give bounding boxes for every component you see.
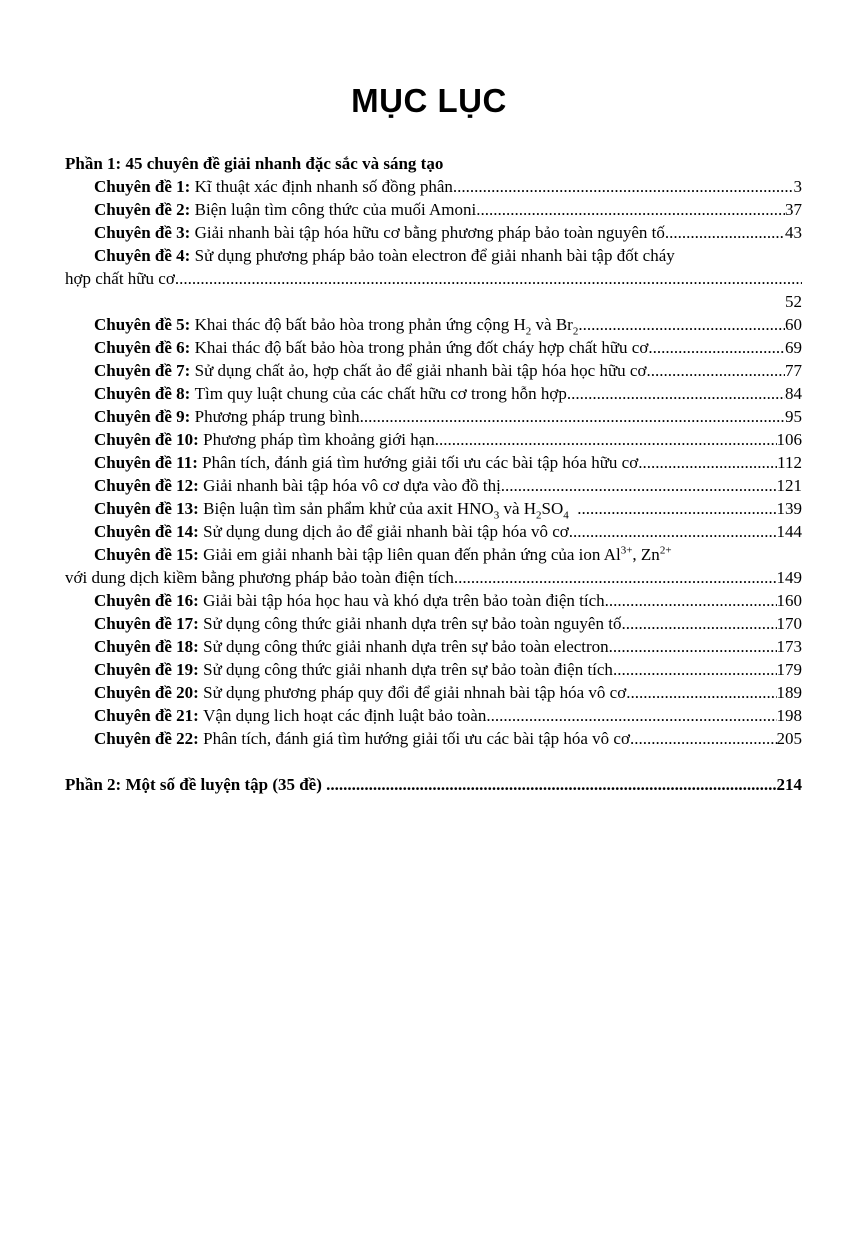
toc-entry-text: Phương pháp trung bình — [194, 407, 360, 426]
toc-entry-text: Giải nhanh bài tập hóa hữu cơ bằng phương pháp bảo toàn nguyên tố — [194, 223, 665, 242]
toc-entry-text: Phương pháp tìm khoảng giới hạn — [203, 430, 435, 449]
toc-entry-label: Chuyên đề 2: — [94, 200, 191, 219]
toc-entry-page: 37 — [785, 200, 802, 219]
toc-entry-label: Chuyên đề 7: — [94, 361, 191, 380]
dot-leader — [605, 589, 777, 612]
toc-entry-page: 121 — [776, 476, 802, 495]
toc-entry-page: 84 — [785, 384, 802, 403]
dot-leader — [486, 704, 776, 727]
dot-leader — [613, 658, 777, 681]
toc-entry-page: 198 — [776, 706, 802, 725]
section-spacer — [65, 750, 802, 773]
dot-leader — [577, 497, 776, 520]
toc-entry-text-continued: với dung dịch kiềm bằng phương pháp bảo toàn điện tích — [65, 568, 454, 587]
toc-entry-text: Vận dụng lich hoạt các định luật bảo toàn — [203, 706, 487, 725]
toc-entry-text: Sử dụng chất ảo, hợp chất ảo để giải nhanh bài tập hóa học hữu cơ — [194, 361, 647, 380]
dot-leader — [665, 221, 785, 244]
toc-entry-10[interactable] — [65, 428, 802, 451]
toc-entry-4-page-line — [65, 290, 802, 313]
toc-entry-text: Biện luận tìm sản phẩm khử của axit $HNO_3$ và $H_2SO_4$ — [203, 499, 569, 522]
toc-entry-page: 170 — [776, 614, 802, 633]
dot-leader — [569, 520, 777, 543]
toc-entry-page: 112 — [777, 453, 802, 472]
toc-entry-1[interactable] — [65, 175, 802, 198]
toc-entry-page: 139 — [776, 499, 802, 518]
toc-entry-text: Sử dụng công thức giải nhanh dựa trên sự bảo toàn electron — [203, 637, 609, 656]
toc-entry-6[interactable] — [65, 336, 802, 359]
toc-entry-text: Sử dụng dung dịch ảo để giải nhanh bài tập hóa vô cơ — [203, 522, 569, 541]
toc-entry-page: 189 — [776, 683, 802, 702]
part1-heading: Phần 1: 45 chuyên đề giải nhanh đặc sắc và sáng tạo — [65, 154, 444, 173]
toc-entry-page: 160 — [776, 591, 802, 610]
toc-entry-text: Giải bài tập hóa học hau và khó dựa trên bảo toàn điện tích — [203, 591, 605, 610]
toc-entry-17[interactable] — [65, 612, 802, 635]
dot-leader — [322, 773, 777, 796]
dot-leader — [578, 313, 785, 336]
toc-entry-page: 69 — [785, 338, 802, 357]
toc-entry-page: 179 — [776, 660, 802, 679]
toc-entry-label: Chuyên đề 8: — [94, 384, 191, 403]
toc-entry-label: Chuyên đề 19: — [94, 660, 199, 679]
toc-entry-page: 43 — [785, 223, 802, 242]
toc-entry-text: Biện luận tìm công thức của muối Amoni — [194, 200, 477, 219]
part2-heading: Phần 2: Một số đề luyện tập (35 đề) — [65, 775, 322, 794]
dot-leader — [648, 336, 785, 359]
toc-entry-page: 173 — [776, 637, 802, 656]
toc-entry-text: Giải em giải nhanh bài tập liên quan đến phản ứng của ion $Al^{3+}$, $Zn^{2+}$ — [203, 544, 672, 564]
toc-entry-9[interactable] — [65, 405, 802, 428]
toc-entry-text: Sử dụng công thức giải nhanh dựa trên sự bảo toàn điện tích — [203, 660, 613, 679]
toc-entry-label: Chuyên đề 22: — [94, 729, 199, 748]
toc-entry-7[interactable] — [65, 359, 802, 382]
toc-entry-page: 205 — [776, 729, 802, 748]
toc-entry-label: Chuyên đề 6: — [94, 338, 191, 357]
dot-leader — [175, 267, 802, 290]
toc-entry-page: 52 — [785, 292, 802, 311]
toc-entry-21[interactable] — [65, 704, 802, 727]
toc-entry-13[interactable] — [65, 497, 802, 520]
dot-leader — [630, 727, 777, 750]
toc-entry-text: Tìm quy luật chung của các chất hữu cơ trong hỗn hợp — [194, 384, 567, 403]
dot-leader — [567, 382, 785, 405]
toc-entry-page: 149 — [776, 568, 802, 587]
dot-leader — [501, 474, 777, 497]
toc-entry-label: Chuyên đề 4: — [94, 246, 191, 265]
toc-entry-14[interactable] — [65, 520, 802, 543]
dot-leader — [454, 566, 777, 589]
toc-entry-label: Chuyên đề 16: — [94, 591, 199, 610]
part2-entry[interactable] — [65, 773, 802, 796]
part2-page: 214 — [776, 775, 802, 794]
dot-leader — [360, 405, 785, 428]
dot-leader — [638, 451, 777, 474]
dot-leader — [621, 612, 776, 635]
toc-entry-label: Chuyên đề 18: — [94, 637, 199, 656]
toc-entry-text: Sử dụng phương pháp quy đổi để giải nhnah bài tập hóa vô cơ — [203, 683, 627, 702]
toc-entry-text: Sử dụng phương pháp bảo toàn electron để giải nhanh bài tập đốt cháy — [194, 246, 675, 265]
toc-entry-20[interactable] — [65, 681, 802, 704]
toc-entry-8[interactable] — [65, 382, 802, 405]
toc-entry-text: Khai thác độ bất bảo hòa trong phản ứng cộng $H_2$ và $Br_2$ — [194, 315, 579, 338]
toc-entry-text: Phân tích, đánh giá tìm hướng giải tối ưu các bài tập hóa hữu cơ — [202, 453, 639, 472]
toc-entry-label: Chuyên đề 20: — [94, 683, 199, 702]
dot-leader — [646, 359, 785, 382]
toc-entry-12[interactable] — [65, 474, 802, 497]
dot-leader — [453, 175, 794, 198]
toc-entry-page: 106 — [776, 430, 802, 449]
toc-entry-15-line1[interactable] — [65, 543, 802, 566]
toc-entry-label: Chuyên đề 1: — [94, 177, 191, 196]
toc-entry-label: Chuyên đề 5: — [94, 315, 191, 334]
toc-entry-page: 144 — [776, 522, 802, 541]
toc-entry-18[interactable] — [65, 635, 802, 658]
toc-entry-label: Chuyên đề 21: — [94, 706, 199, 725]
toc-entry-page: 60 — [785, 315, 802, 334]
toc-entry-label: Chuyên đề 17: — [94, 614, 199, 633]
dot-leader — [435, 428, 777, 451]
toc-entry-text-continued: hợp chất hữu cơ — [65, 269, 175, 288]
toc-entry-19[interactable] — [65, 658, 802, 681]
toc-entry-page: 77 — [785, 361, 802, 380]
toc-entry-11[interactable] — [65, 451, 802, 474]
toc-entry-label: Chuyên đề 9: — [94, 407, 191, 426]
toc-entry-4-line2[interactable] — [65, 267, 802, 290]
toc-entry-label: Chuyên đề 14: — [94, 522, 199, 541]
toc-entry-text: Kĩ thuật xác định nhanh số đồng phân — [194, 177, 453, 196]
page-title: MỤC LỤC — [351, 82, 507, 119]
toc-entry-page: 3 — [793, 177, 802, 196]
toc-entry-label: Chuyên đề 3: — [94, 223, 191, 242]
toc-entry-label: Chuyên đề 13: — [94, 499, 199, 518]
toc-entry-text: Sử dụng công thức giải nhanh dựa trên sự bảo toàn nguyên tố — [203, 614, 622, 633]
toc-entry-text: Khai thác độ bất bảo hòa trong phản ứng đốt cháy hợp chất hữu cơ — [194, 338, 649, 357]
dot-leader — [609, 635, 777, 658]
toc-entry-page: 95 — [785, 407, 802, 426]
toc-entry-text: Giải nhanh bài tập hóa vô cơ dựa vào đồ thị — [203, 476, 501, 495]
toc-entry-label: Chuyên đề 11: — [94, 453, 198, 472]
toc-entry-label: Chuyên đề 12: — [94, 476, 199, 495]
toc-entry-label: Chuyên đề 15: — [94, 545, 199, 564]
toc-entry-5[interactable] — [65, 313, 802, 336]
toc-entry-22[interactable] — [65, 727, 802, 750]
toc-entry-text: Phân tích, đánh giá tìm hướng giải tối ưu các bài tập hóa vô cơ — [203, 729, 630, 748]
dot-leader — [476, 198, 785, 221]
toc-entry-2[interactable] — [65, 198, 802, 221]
toc-entry-4-line1[interactable] — [65, 244, 802, 267]
table-of-contents — [65, 152, 802, 796]
toc-entry-3[interactable] — [65, 221, 802, 244]
toc-entry-15-line2[interactable] — [65, 566, 802, 589]
toc-entry-16[interactable] — [65, 589, 802, 612]
dot-leader — [626, 681, 776, 704]
toc-entry-label: Chuyên đề 10: — [94, 430, 199, 449]
